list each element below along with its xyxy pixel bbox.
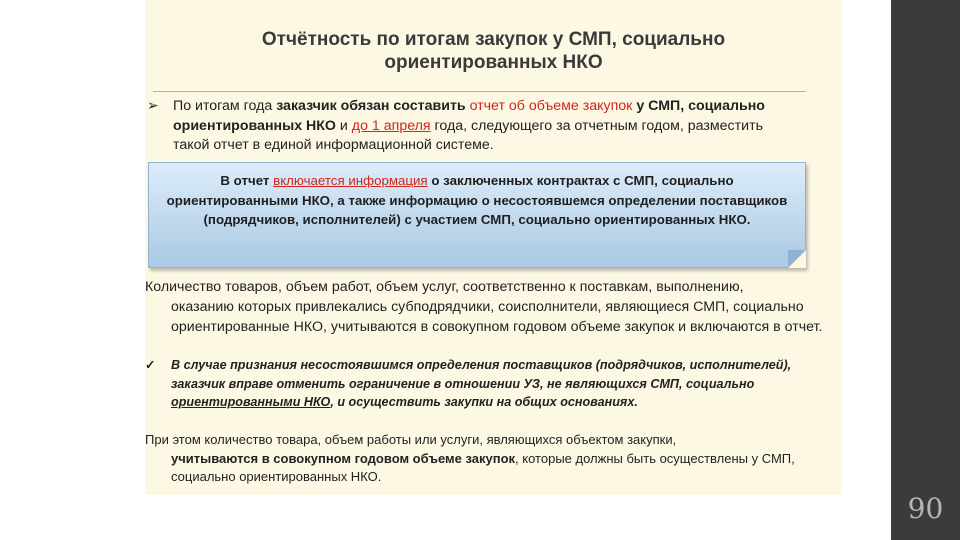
slide <box>145 0 842 495</box>
p1-highlight-deadline: до 1 апреля <box>351 117 431 134</box>
callout-text-1: В отчет <box>220 173 274 188</box>
p1-highlight-report: отчет об объеме закупок <box>469 98 633 114</box>
p1-text-4: у СМП, социально ориентированных НКО <box>173 98 765 134</box>
sidebar-bar <box>891 0 960 540</box>
callout-text-3: о заключенных контрактах с СМП, социально ориентированными НКО, а также информацию о несостоявшемся определении поставщиков (подрядчиков, исполнителей) с участием СМП, социально ориентированных НКО. <box>166 173 788 227</box>
p1-text-7: года, следующего за отчетным годом, разместить такой отчет в единой информационной системе. <box>173 117 763 153</box>
p3-underlined: ориентированными НКО <box>171 395 331 409</box>
failed-procurement-note <box>145 356 825 412</box>
subcontractor-paragraph <box>145 277 825 337</box>
p2-line-1: Количество товаров, объем работ, объем услуг, соответственно к поставкам, выполнению, <box>145 279 744 295</box>
p1-text-5: и <box>335 117 352 134</box>
p1-text-1: По итогам года <box>173 98 277 114</box>
title-divider <box>153 91 806 92</box>
title-line-1: Отчётность по итогам закупок у СМП, социально <box>261 29 726 50</box>
p3-text-1: В случае признания несостоявшимся определения поставщиков (подрядчиков, исполнителей), заказчик вправе отменить ограничение в отношении УЗ, не являющихся СМП, социально <box>171 358 792 391</box>
p4-line-1: При этом количество товара, объем работы или услуги, являющихся объектом закупки, <box>145 432 677 447</box>
page-fold-icon <box>788 250 806 268</box>
report-content-callout <box>148 162 806 268</box>
callout-highlight: включается информация <box>273 173 428 188</box>
report-obligation-paragraph <box>147 97 797 156</box>
page-number: 90 <box>907 492 944 525</box>
p4-bold: учитываются в совокупном годовом объеме закупок <box>171 450 516 466</box>
p1-text-2: заказчик обязан составить <box>276 98 470 114</box>
p4-rest: , которые должны быть осуществлены у СМП, социально ориентированных НКО. <box>171 450 795 484</box>
checkmark-icon: ✓ <box>145 358 156 372</box>
arrow-bullet-icon: ➢ <box>147 98 159 114</box>
p2-rest: оказанию которых привлекались субподрядчики, соисполнители, являющиеся СМП, социально ориентированные НКО, учитываются в совокупном годовом объеме закупок и включаются в отчет. <box>171 299 823 335</box>
title-line-2: ориентированных НКО <box>384 52 603 73</box>
p3-text-3: , и осуществить закупки на общих основаниях. <box>330 395 638 409</box>
slide-title <box>145 28 842 74</box>
quantity-paragraph <box>145 431 825 487</box>
